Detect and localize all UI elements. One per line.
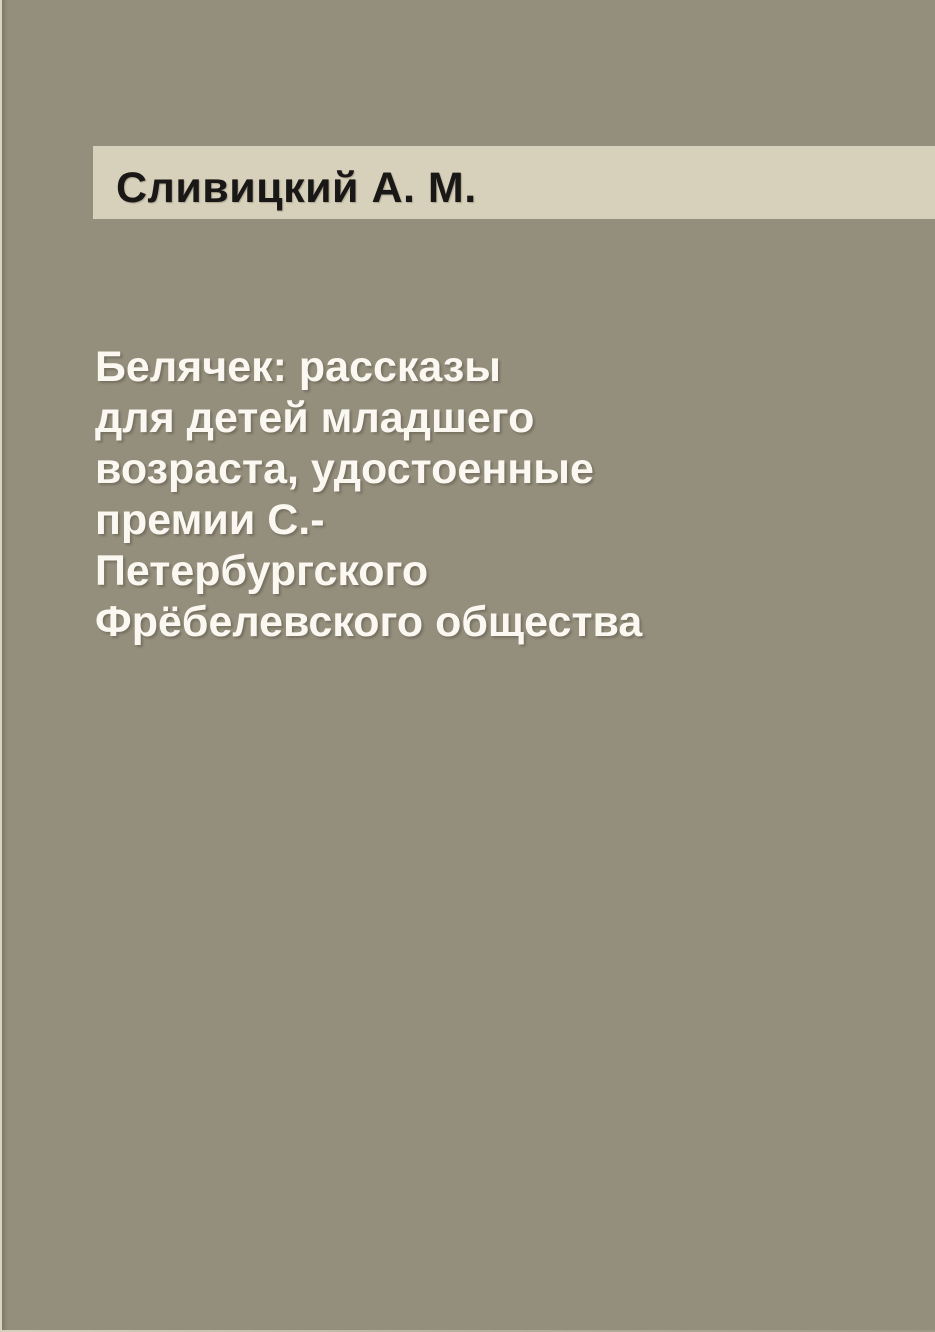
book-title-line: возраста, удостоенные [95,445,594,493]
book-title-line: для детей младшего [95,394,535,442]
author-plate [93,146,935,219]
author-name: Сливицкий А. М. [116,164,477,212]
spine-crease-shadow [2,0,8,1332]
book-title [95,342,815,648]
book-title-line: Фрёбелевского общества [95,598,643,646]
book-title-line: Белячек: рассказы [95,343,501,391]
book-title-line: Петербургского [95,547,429,595]
book-title-line: премии С.- [95,496,325,544]
